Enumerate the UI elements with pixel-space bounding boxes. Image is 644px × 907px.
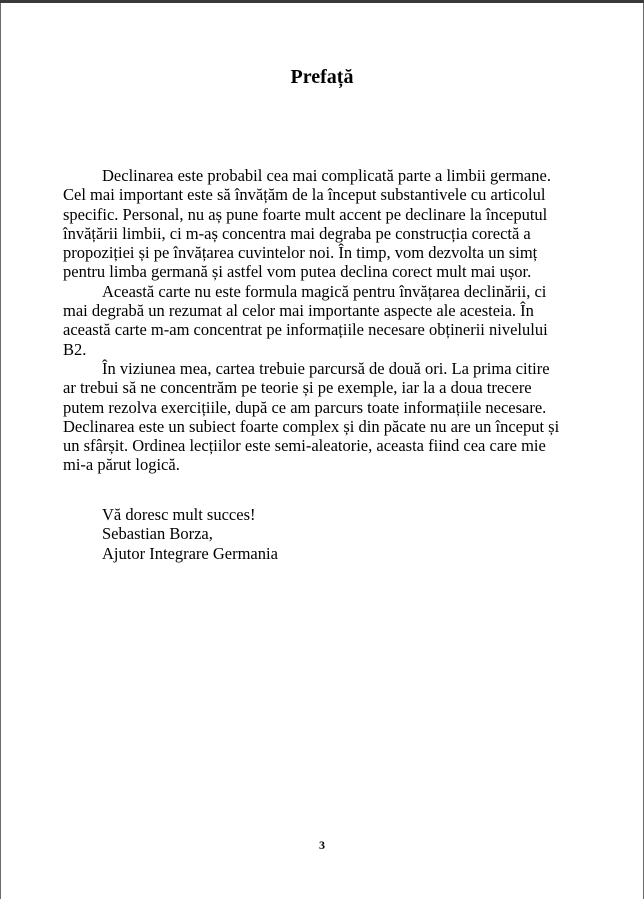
text-line: Această carte nu este formula magică pentru învățarea declinării, ci [102, 281, 547, 301]
paragraph-1 [63, 166, 587, 282]
text-line: În viziunea mea, cartea trebuie parcursă de două ori. La prima citire [102, 358, 550, 378]
text-line: această carte m-am concentrat pe informațiile necesare obținerii nivelului [63, 320, 548, 340]
text-line: învățării limbii, ci m-aș concentra mai degraba pe construcția corectă a [63, 223, 531, 243]
paragraph-2 [63, 282, 587, 359]
signoff-author: Sebastian Borza, [102, 524, 213, 544]
document-page [0, 3, 644, 899]
signoff [102, 505, 278, 563]
page-number: 3 [319, 838, 325, 852]
text-line: Declinarea este probabil cea mai complicată parte a limbii germane. [102, 166, 551, 185]
text-line: B2. [63, 339, 87, 359]
text-line: mi-a părut logică. [63, 455, 180, 475]
page-title: Prefață [290, 66, 354, 88]
text-line: propoziției și pe învățarea cuvintelor noi. În timp, vom dezvolta un simț [63, 243, 538, 263]
text-line: Declinarea este un subiect foarte complex și din păcate nu are un început și [63, 416, 560, 436]
text-line: mai degrabă un rezumat al celor mai importante aspecte ale acesteia. În [63, 301, 534, 321]
signoff-greeting: Vă doresc mult succes! [102, 505, 256, 524]
text-line: pentru limba germană și astfel vom putea declina corect mult mai ușor. [63, 262, 532, 282]
paragraph-3 [63, 359, 587, 475]
text-line: specific. Personal, nu aș pune foarte mult accent pe declinare la începutul [63, 204, 548, 224]
preface-body [63, 166, 587, 475]
text-line: un sfârșit. Ordinea lecțiilor este semi-aleatorie, aceasta fiind cea care mie [63, 436, 546, 456]
text-line: putem rezolva exercițiile, după ce am parcurs toate informațiile necesare. [63, 397, 547, 417]
text-line: ar trebui să ne concentrăm pe teorie și pe exemple, iar la a doua trecere [63, 378, 532, 398]
signoff-organization: Ajutor Integrare Germania [102, 543, 278, 563]
text-line: Cel mai important este să învățăm de la început substantivele cu articolul [63, 185, 546, 205]
